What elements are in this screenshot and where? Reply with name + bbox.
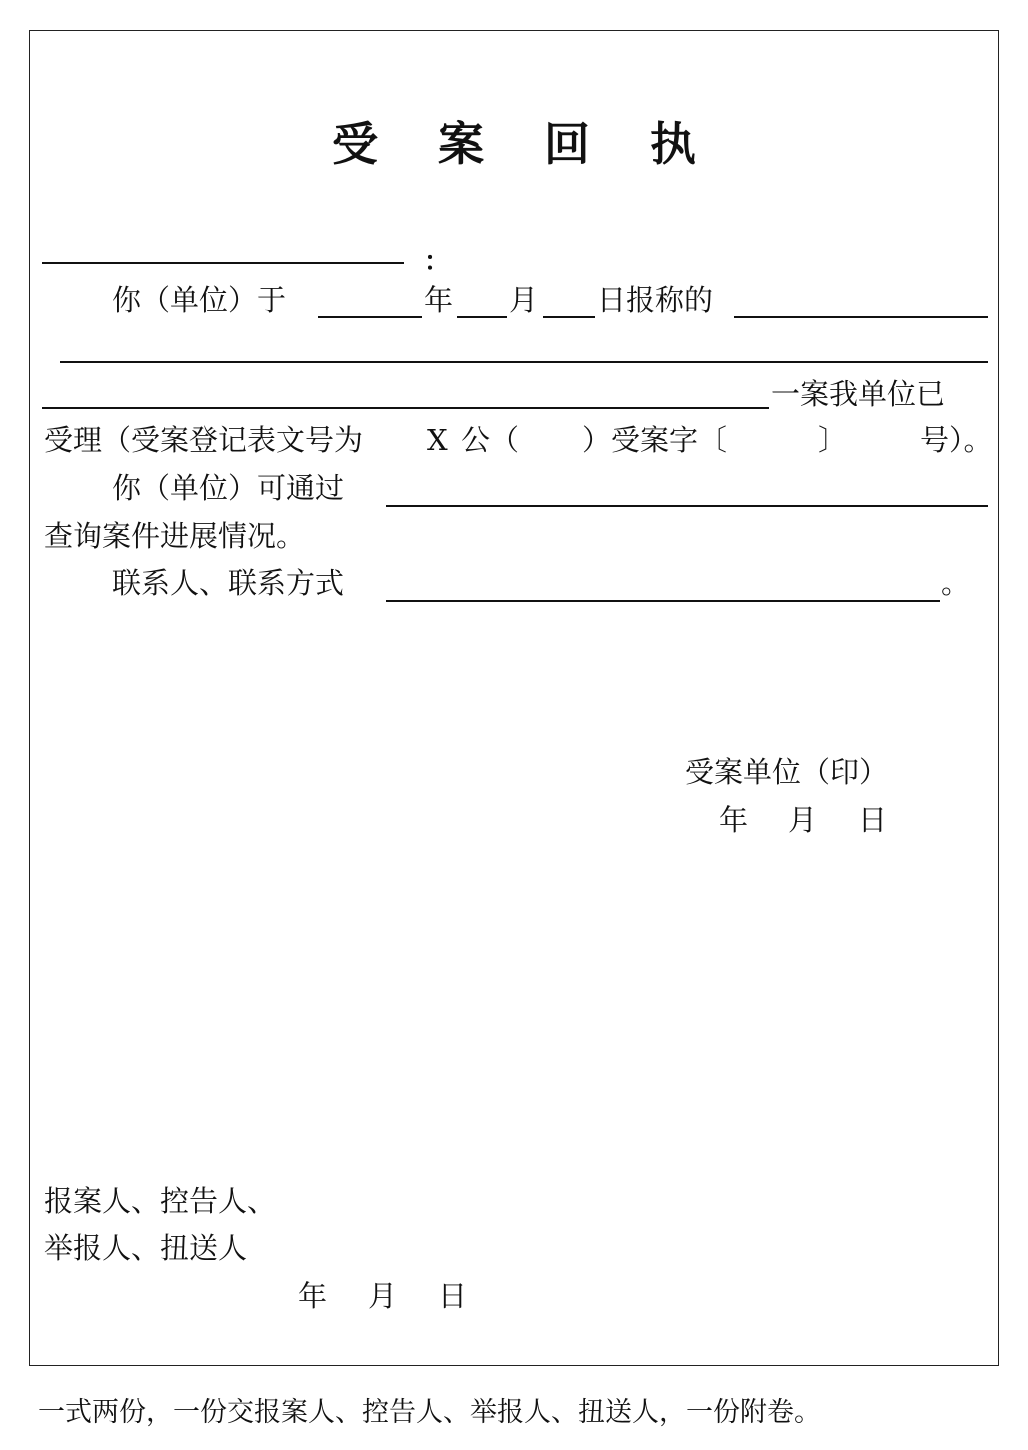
accepting-unit-seal: 受案单位（印）	[685, 755, 889, 789]
reported-matter-blank-2	[60, 361, 988, 363]
reporter-month: 月	[368, 1279, 398, 1313]
reporter-day: 日	[438, 1279, 468, 1313]
reporter-label-2: 举报人、扭送人	[44, 1231, 248, 1265]
copies-note: 一式两份，一份交报案人、控告人、举报人、扭送人，一份附卷。	[38, 1397, 821, 1428]
reported-matter-blank-3	[42, 407, 769, 409]
signature-month: 月	[788, 803, 818, 837]
signature-year: 年	[719, 803, 749, 837]
para3-suffix: 。	[941, 566, 971, 600]
form-border	[29, 30, 999, 1366]
para1-prefix: 你（单位）于	[112, 283, 287, 317]
reported-matter-blank-1	[734, 316, 988, 318]
signature-day: 日	[858, 803, 888, 837]
para3-prefix: 联系人、联系方式	[112, 566, 345, 600]
para1-case-tail: 一案我单位已	[771, 377, 946, 411]
para1-acceptance-x: X	[427, 423, 448, 457]
month-blank	[457, 316, 507, 318]
para1-acceptance-b: 公（	[461, 423, 520, 457]
para1-acceptance-a: 受理（受案登记表文号为	[44, 423, 364, 457]
para1-acceptance-c: ）受案字〔	[582, 423, 728, 457]
para1-acceptance-e: 号）。	[920, 423, 993, 457]
day-blank	[543, 316, 595, 318]
query-channel-blank	[386, 505, 988, 507]
para2-line2: 查询案件进展情况。	[44, 519, 306, 553]
para1-acceptance-d: 〕	[818, 423, 848, 457]
reporter-label-1: 报案人、控告人、	[44, 1184, 277, 1218]
recipient-blank	[42, 262, 404, 264]
para1-day-label: 日报称的	[597, 283, 714, 317]
year-blank	[318, 316, 422, 318]
para2-prefix: 你（单位）可通过	[112, 471, 345, 505]
para1-month-label: 月	[509, 283, 539, 317]
recipient-colon: ：	[424, 247, 451, 277]
reporter-year: 年	[298, 1279, 328, 1313]
para1-year-label: 年	[424, 283, 454, 317]
document-title: 受 案 回 执	[331, 117, 719, 171]
contact-blank	[386, 600, 940, 602]
